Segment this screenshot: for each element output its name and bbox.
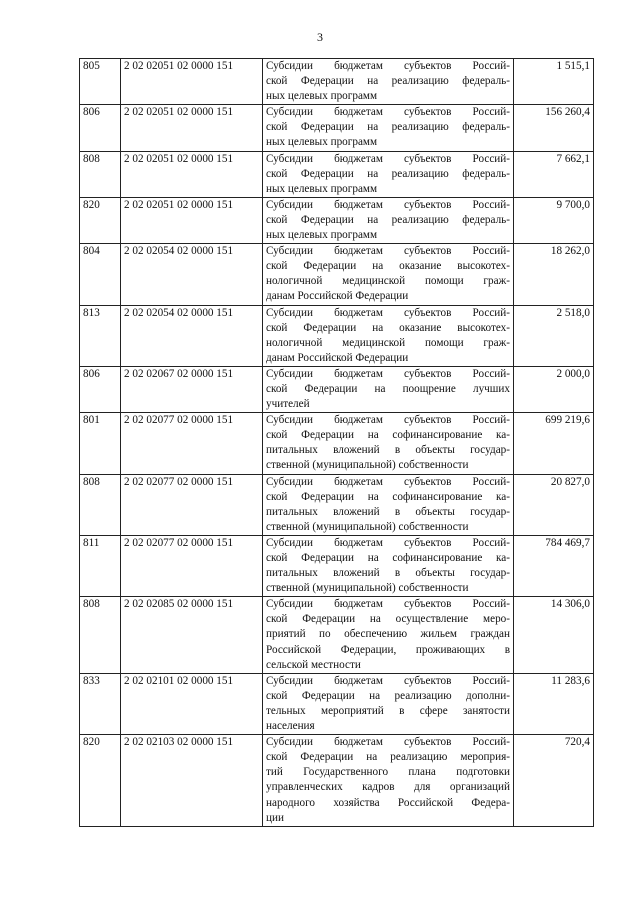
budget-table <box>79 58 594 827</box>
table-row <box>80 413 594 474</box>
description-cell <box>263 597 514 673</box>
budget-code-cell: 2 02 02067 02 0000 151 <box>121 366 263 412</box>
amount-cell: 156 260,4 <box>514 105 594 151</box>
description-line: Субсидии бюджетам субъектов Россий- <box>266 60 510 72</box>
admin-code-cell: 811 <box>80 535 121 596</box>
admin-code-cell: 805 <box>80 59 121 105</box>
description-line: ской Федерации на софинансирование ка- <box>266 552 510 564</box>
description-line: ственной (муниципальной) собственности <box>266 459 469 472</box>
admin-code-cell: 820 <box>80 735 121 827</box>
budget-code-cell: 2 02 02103 02 0000 151 <box>121 735 263 827</box>
description-line: ской Федерации на поощрение лучших <box>266 382 510 395</box>
table-body <box>80 59 594 827</box>
admin-code-cell: 833 <box>80 673 121 734</box>
description-line: ской Федерации на реализацию федераль- <box>266 213 510 226</box>
description-line: ных целевых программ <box>266 136 378 149</box>
description-line: ственной (муниципальной) собственности <box>266 582 469 595</box>
description-line: населения <box>266 720 315 733</box>
description-line: тий Государственного плана подготовки <box>266 766 510 779</box>
description-line: ской Федерации на софинансирование ка- <box>266 490 510 503</box>
description-line: данам Российской Федерации <box>266 351 409 364</box>
amount-cell: 18 262,0 <box>514 244 594 305</box>
table-row <box>80 105 594 151</box>
description-cell <box>263 413 514 474</box>
description-cell <box>263 105 514 151</box>
description-line: нологичной медицинской помощи граж- <box>266 336 510 349</box>
table-row <box>80 305 594 366</box>
description-line: ных целевых программ <box>266 229 378 242</box>
admin-code-cell: 808 <box>80 597 121 673</box>
description-cell <box>263 535 514 596</box>
amount-cell: 699 219,6 <box>514 413 594 474</box>
amount-cell: 2 518,0 <box>514 305 594 366</box>
admin-code-cell: 808 <box>80 151 121 197</box>
description-line: Субсидии бюджетам субъектов Россий- <box>266 598 510 611</box>
table-row <box>80 735 594 827</box>
amount-cell: 20 827,0 <box>514 474 594 535</box>
description-line: нологичной медицинской помощи граж- <box>266 275 510 288</box>
description-line: тельных мероприятий в сфере занятости <box>266 704 510 717</box>
amount-cell: 784 469,7 <box>514 535 594 596</box>
description-line: Субсидии бюджетам субъектов Россий- <box>266 536 510 549</box>
table-row <box>80 673 594 734</box>
description-line: учителей <box>266 398 310 411</box>
description-line: ской Федерации на реализацию мероприя- <box>266 751 510 764</box>
description-cell <box>263 59 514 105</box>
description-line: Субсидии бюджетам субъектов Россий- <box>266 198 510 211</box>
description-line: ской Федерации на реализацию федераль- <box>266 75 510 88</box>
description-cell <box>263 151 514 197</box>
description-cell <box>263 197 514 243</box>
budget-code-cell: 2 02 02054 02 0000 151 <box>121 244 263 305</box>
admin-code-cell: 806 <box>80 366 121 412</box>
table-row <box>80 535 594 596</box>
budget-code-cell: 2 02 02054 02 0000 151 <box>121 305 263 366</box>
description-line: питальных вложений в объекты государ- <box>266 505 510 518</box>
description-line: данам Российской Федерации <box>266 290 409 303</box>
description-line: Субсидии бюджетам субъектов Россий- <box>266 245 510 258</box>
budget-code-cell: 2 02 02077 02 0000 151 <box>121 535 263 596</box>
table-row <box>80 151 594 197</box>
table-row <box>80 366 594 412</box>
budget-code-cell: 2 02 02051 02 0000 151 <box>121 197 263 243</box>
admin-code-cell: 801 <box>80 413 121 474</box>
budget-code-cell: 2 02 02077 02 0000 151 <box>121 474 263 535</box>
amount-cell: 1 515,1 <box>514 59 594 105</box>
description-line: Российской Федерации, проживающих в <box>266 643 510 656</box>
description-line: Субсидии бюджетам субъектов Россий- <box>266 414 510 427</box>
amount-cell: 7 662,1 <box>514 151 594 197</box>
description-line: ской Федерации на реализацию федераль- <box>266 121 510 134</box>
page-number: 3 <box>317 30 323 44</box>
admin-code-cell: 808 <box>80 474 121 535</box>
description-line: приятий по обеспечению жильем граждан <box>266 628 510 641</box>
description-line: ции <box>266 811 284 824</box>
description-line: питальных вложений в объекты государ- <box>266 567 510 580</box>
budget-code-cell: 2 02 02051 02 0000 151 <box>121 105 263 151</box>
budget-code-cell: 2 02 02051 02 0000 151 <box>121 59 263 105</box>
description-line: ской Федерации на оказание высокотех- <box>266 260 510 273</box>
description-line: Субсидии бюджетам субъектов Россий- <box>266 106 510 119</box>
description-line: ской Федерации на реализацию федераль- <box>266 167 510 180</box>
description-line: Субсидии бюджетам субъектов Россий- <box>266 367 510 380</box>
description-line: Субсидии бюджетам субъектов Россий- <box>266 152 510 165</box>
table-row <box>80 474 594 535</box>
amount-cell: 9 700,0 <box>514 197 594 243</box>
table-row <box>80 59 594 105</box>
amount-cell: 2 000,0 <box>514 366 594 412</box>
description-cell <box>263 735 514 827</box>
description-cell <box>263 366 514 412</box>
budget-code-cell: 2 02 02051 02 0000 151 <box>121 151 263 197</box>
description-line: управленческих кадров для организаций <box>266 781 510 794</box>
description-cell <box>263 244 514 305</box>
description-cell <box>263 474 514 535</box>
description-line: ской Федерации на реализацию дополни- <box>266 689 510 702</box>
description-cell <box>263 305 514 366</box>
budget-code-cell: 2 02 02101 02 0000 151 <box>121 673 263 734</box>
description-line: Субсидии бюджетам субъектов Россий- <box>266 306 510 319</box>
admin-code-cell: 820 <box>80 197 121 243</box>
admin-code-cell: 804 <box>80 244 121 305</box>
description-cell <box>263 673 514 734</box>
description-line: Субсидии бюджетам субъектов Россий- <box>266 475 510 488</box>
description-line: народного хозяйства Российской Федера- <box>266 796 510 809</box>
table-row <box>80 197 594 243</box>
amount-cell: 11 283,6 <box>514 673 594 734</box>
description-line: ской Федерации на софинансирование ка- <box>266 429 510 442</box>
description-line: ных целевых программ <box>266 182 378 195</box>
budget-code-cell: 2 02 02085 02 0000 151 <box>121 597 263 673</box>
description-line: Субсидии бюджетам субъектов Россий- <box>266 674 510 687</box>
description-line: ственной (муниципальной) собственности <box>266 520 469 533</box>
amount-cell: 14 306,0 <box>514 597 594 673</box>
description-line: Субсидии бюджетам субъектов Россий- <box>266 736 510 749</box>
admin-code-cell: 813 <box>80 305 121 366</box>
description-line: ской Федерации на оказание высокотех- <box>266 321 510 334</box>
amount-cell: 720,4 <box>514 735 594 827</box>
admin-code-cell: 806 <box>80 105 121 151</box>
description-line: питальных вложений в объекты государ- <box>266 444 510 457</box>
table-row <box>80 597 594 673</box>
budget-code-cell: 2 02 02077 02 0000 151 <box>121 413 263 474</box>
description-line: сельской местности <box>266 658 361 671</box>
description-line: ных целевых программ <box>266 90 378 103</box>
table-row <box>80 244 594 305</box>
description-line: ской Федерации на осуществление меро- <box>266 613 510 626</box>
